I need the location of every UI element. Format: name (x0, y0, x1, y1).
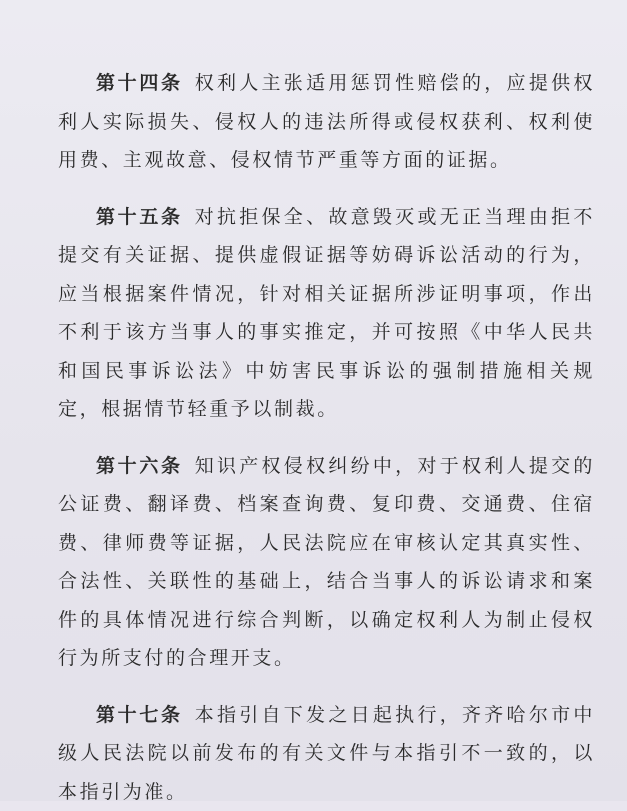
article-15 (58, 198, 595, 429)
article-number: 第十七条 (96, 704, 183, 726)
article-number: 第十六条 (96, 455, 183, 477)
article-17 (58, 696, 595, 811)
article-text: 知识产权侵权纠纷中，对于权利人提交的公证费、翻译费、档案查询费、复印费、交通费、住宿费、律师费等证据，人民法院应在审核认定其真实性、合法性、关联性的基础上，结合当事人的诉讼请求和案件的具体情况进行综合判断，以确定权利人为制止侵权行为所支付的合理开支。 (58, 455, 595, 670)
article-paragraph (58, 64, 595, 180)
article-text: 权利人主张适用惩罚性赔偿的，应提供权利人实际损失、侵权人的违法所得或侵权获利、权利使用费、主观故意、侵权情节严重等方面的证据。 (58, 72, 595, 171)
article-16 (58, 447, 595, 678)
article-paragraph (58, 198, 595, 429)
article-paragraph (58, 447, 595, 678)
article-number: 第十四条 (96, 72, 183, 94)
article-14 (58, 64, 595, 180)
article-number: 第十五条 (96, 206, 183, 228)
article-paragraph (58, 696, 595, 811)
article-text: 对抗拒保全、故意毁灭或无正当理由拒不提交有关证据、提供虚假证据等妨碍诉讼活动的行为，应当根据案件情况，针对相关证据所涉证明事项，作出不利于该方当事人的事实推定，并可按照《中华人民共和国民事诉讼法》中妨害民事诉讼的强制措施相关规定，根据情节轻重予以制裁。 (58, 206, 595, 421)
article-text: 本指引自下发之日起执行，齐齐哈尔市中级人民法院以前发布的有关文件与本指引不一致的，以本指引为准。 (58, 704, 595, 803)
